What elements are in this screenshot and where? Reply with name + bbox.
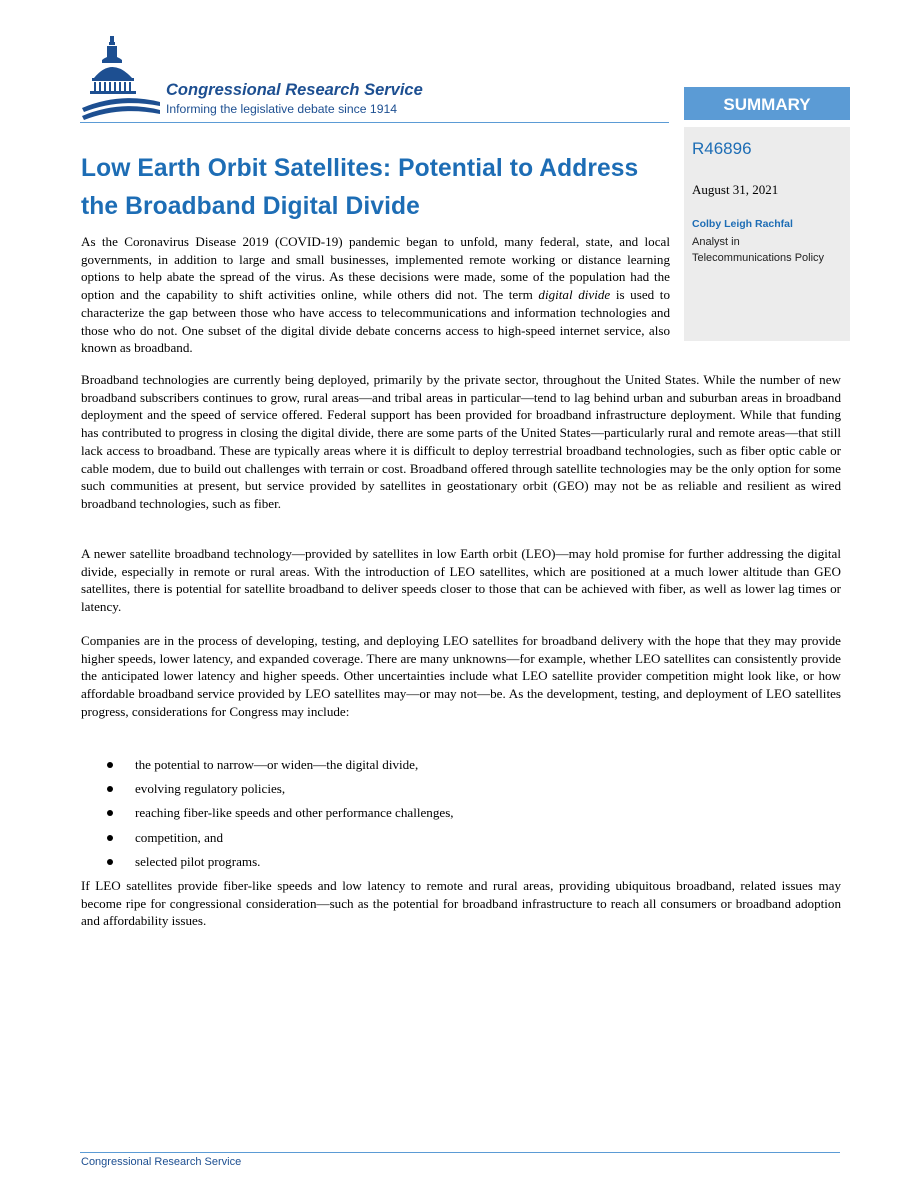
logo-tagline: Informing the legislative debate since 1914: [166, 102, 398, 116]
paragraph-1-emphasis: digital divide: [538, 287, 611, 303]
header-divider: [80, 122, 669, 123]
list-item-text: selected pilot programs.: [135, 853, 261, 869]
list-item: [81, 780, 781, 804]
paragraph-5: If LEO satellites provide fiber-like speeds and low latency to remote and rural areas, providing ubiquitous broadband, related issues may become ripe for congressional consideration—such as the potential for broadband infrastructure to reach all consumers or broadband adoption and affordability issues.: [81, 878, 841, 929]
list-item-text: reaching fiber-like speeds and other performance challenges,: [135, 805, 454, 821]
paragraph-3: A newer satellite broadband technology—provided by satellites in low Earth orbit (LEO)—may hold promise for further addressing the digital divide, especially in remote or rural areas. With the introduction of LEO satellites, which are positioned at a much lower altitude than GEO satellites, there is potential for satellite broadband to deliver speeds closer to those that can be achieved with fiber, as well as lower lag times or latency.: [81, 546, 841, 615]
list-item-text: evolving regulatory policies,: [135, 781, 286, 797]
report-number: R46896: [692, 139, 752, 158]
capitol-dome-icon: [80, 36, 162, 122]
report-date: August 31, 2021: [692, 182, 779, 197]
report-info-panel: [684, 127, 850, 341]
summary-tab: SUMMARY: [684, 87, 850, 120]
author-title: Analyst in Telecommunications Policy: [692, 236, 825, 264]
paragraph-1-text-b: is used to characterize the gap between those who have access to telecommunications and information technologies and those who do not. One subset of the digital divide debate concerns access to high-speed internet service, also known as broadband.: [81, 287, 670, 356]
list-item-text: the potential to narrow—or widen—the digital divide,: [135, 757, 419, 772]
bullet-icon: [107, 786, 113, 792]
page-title: Low Earth Orbit Satellites: Potential to Address the Broadband Digital Divide: [81, 155, 639, 220]
list-item: [81, 829, 781, 853]
paragraph-1: [81, 233, 670, 357]
paragraph-4: Companies are in the process of developing, testing, and deploying LEO satellites for broadband delivery with the hope that they may provide higher speeds, lower latency, and expanded coverage. There are many unknowns—for example, whether LEO satellites can consistently provide the anticipated lower latency and higher speeds. Other uncertainties include what LEO satellite provider competition might look like, or how affordable broadband service provided by LEO satellites may—or may not—be. As the development, testing, and deployment of LEO satellites progress, considerations for Congress may include:: [81, 633, 841, 719]
bullet-icon: [107, 859, 113, 865]
list-item: [81, 756, 781, 780]
bullet-icon: [107, 762, 113, 768]
bullet-icon: [107, 810, 113, 816]
logo-org-name: Congressional Research Service: [166, 81, 423, 99]
author-name[interactable]: Colby Leigh Rachfal: [692, 218, 793, 230]
considerations-list: [81, 756, 781, 877]
list-item: [81, 853, 781, 877]
footer-divider: [80, 1152, 840, 1153]
crs-logo[interactable]: [80, 36, 480, 122]
list-item-text: competition, and: [135, 829, 223, 845]
paragraph-1-text-a: As the Coronavirus Disease 2019 (COVID-19) pandemic began to unfold, many federal, state, and local governments, in addition to large and small businesses, implemented remote working or distance learning options to help abate the spread of the virus. As these decisions were made, some of the population had the option and the capability to shift activities online, while others did not. The term: [81, 234, 670, 303]
paragraph-2: Broadband technologies are currently being deployed, primarily by the private sector, throughout the United States. While the number of new broadband subscribers continues to grow, rural areas—and tribal areas in particular—tend to lag behind urban and suburban areas in broadband deployment and the speed of service offered. Federal support has been provided for broadband infrastructure deployment. While that funding has contributed to progress in closing the digital divide, there are some parts of the United States—particularly rural and remote areas—that still lack access to broadband. These are typically areas where it is difficult to deploy terrestrial broadband technologies, such as fiber optic cable or cable modem, due to build out challenges with terrain or cost. Broadband offered through satellite technologies may be the only option for some such communities at present, but service provided by satellites in geostationary orbit (GEO) may not be as reliable and resilient as wired broadband technologies, such as fiber.: [81, 372, 841, 511]
list-item: [81, 804, 781, 828]
bullet-icon: [107, 835, 113, 841]
footer-org-name: Congressional Research Service: [81, 1156, 242, 1168]
